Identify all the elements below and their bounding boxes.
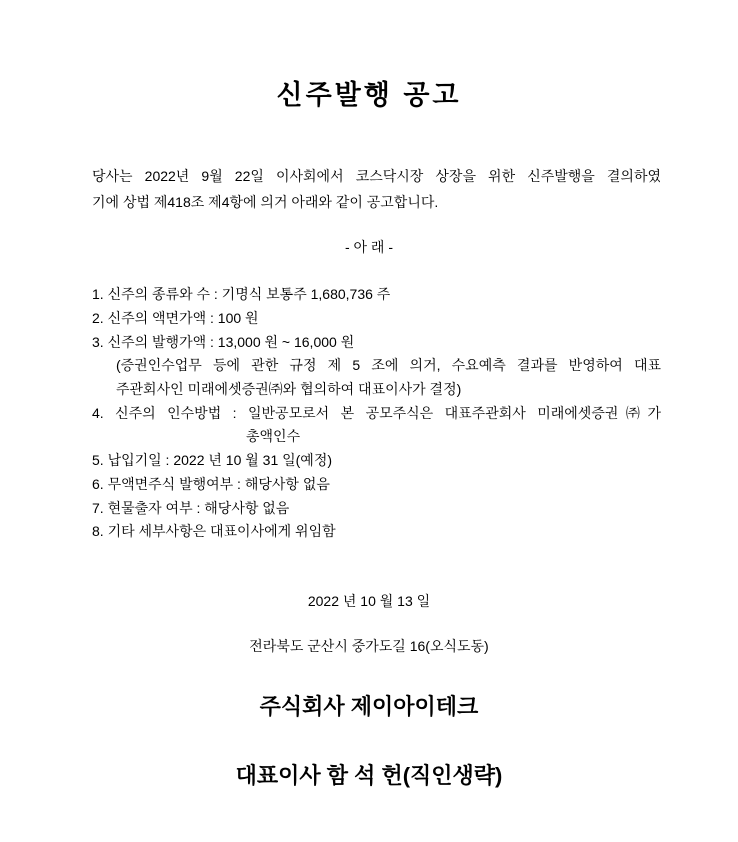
item-4: 4. 신주의 인수방법 : 일반공모로서 본 공모주식은 대표주관회사 미래에셋증권㈜가 xyxy=(92,405,661,421)
company-name: 주식회사 제이아이테크 xyxy=(259,694,479,719)
notice-date: 2022 년 10 월 13 일 xyxy=(307,593,431,609)
item-8: 8. 기타 세부사항은 대표이사에게 위임함 xyxy=(92,523,336,539)
company-address: 전라북도 군산시 중가도길 16(오식도동) xyxy=(249,638,489,654)
item-6: 6. 무액면주식 발행여부 : 해당사항 없음 xyxy=(92,476,330,492)
below-label: - 아 래 - xyxy=(344,239,394,255)
ceo-name: 대표이사 함 석 헌(직인생략) xyxy=(235,763,503,788)
item-7: 7. 현물출자 여부 : 해당사항 없음 xyxy=(92,500,290,516)
intro-line-2: 기에 상법 제418조 제4항에 의거 아래와 같이 공고합니다. xyxy=(92,194,439,210)
page-title: 신주발행 공고 xyxy=(276,80,462,110)
item-1: 1. 신주의 종류와 수 : 기명식 보통주 1,680,736 주 xyxy=(92,286,391,302)
item-5: 5. 납입기일 : 2022 년 10 월 31 일(예정) xyxy=(92,452,333,468)
item-2: 2. 신주의 액면가액 : 100 원 xyxy=(92,310,259,326)
item-4-cont: 총액인수 xyxy=(246,428,301,444)
item-3-note-2: 주관회사인 미래에셋증권㈜와 협의하여 대표이사가 결정) xyxy=(116,381,462,397)
intro-line-1: 당사는 2022년 9월 22일 이사회에서 코스닥시장 상장을 위한 신주발행을 결의하였 xyxy=(92,168,661,184)
item-3: 3. 신주의 발행가액 : 13,000 원 ~ 16,000 원 xyxy=(92,334,355,350)
item-3-note-1: (증권인수업무 등에 관한 규정 제 5 조에 의거, 수요예측 결과를 반영하여 대표 xyxy=(116,357,661,373)
